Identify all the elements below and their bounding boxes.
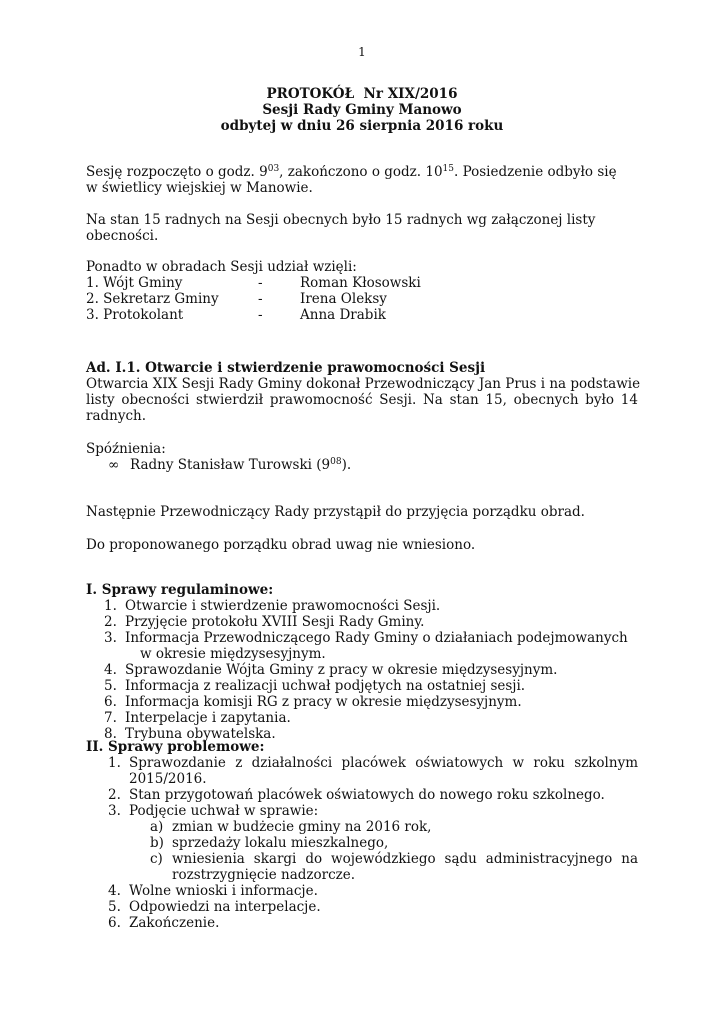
opening-end: , zakończono o godz. 10	[279, 164, 443, 180]
late-end: ).	[341, 457, 352, 473]
sub-list-item-continuation: rozstrzygnięcie nadzorcze.	[172, 867, 356, 883]
page-number: 1	[358, 45, 366, 59]
opening-paragraph	[86, 164, 638, 196]
opening-location-start: . Posiedzenie odbyło się	[454, 164, 617, 180]
participant-row	[86, 291, 638, 307]
participant-name: Roman Kłosowski	[300, 275, 421, 291]
participant-name: Anna Drabik	[300, 307, 386, 323]
agenda-regulatory-heading: I. Sprawy regulaminowe:	[86, 582, 274, 598]
participant-dash: -	[258, 307, 263, 323]
list-item: 7. Interpelacje i zapytania.	[104, 710, 291, 726]
end-time-minutes: 15	[442, 164, 454, 174]
infinity-bullet-icon: ∞	[108, 457, 120, 473]
participants-block	[86, 259, 638, 323]
participant-dash: -	[258, 291, 263, 307]
list-item: 5. Odpowiedzi na interpelacje.	[108, 899, 321, 915]
participant-role: 2. Sekretarz Gminy	[86, 291, 219, 307]
list-item: 4. Wolne wnioski i informacje.	[108, 883, 318, 899]
participant-role: 1. Wójt Gminy	[86, 275, 183, 291]
late-entry	[86, 457, 638, 473]
agenda-regulatory	[86, 582, 638, 742]
late-time-minutes: 08	[330, 457, 342, 467]
section-opening	[86, 360, 641, 424]
start-time-minutes: 03	[267, 164, 280, 174]
participant-role: 3. Protokolant	[86, 307, 184, 323]
participants-intro: Ponadto w obradach Sesji udział wzięli:	[86, 259, 357, 275]
title-line-1: PROTOKÓŁ Nr XIX/2016	[266, 86, 458, 102]
participant-dash: -	[258, 275, 263, 291]
list-item: 2. Przyjęcie protokołu XVIII Sesji Rady Gminy.	[104, 614, 425, 630]
participant-name: Irena Oleksy	[300, 291, 387, 307]
agenda-problem	[86, 739, 638, 931]
document-title	[0, 86, 724, 134]
opening-line-2: w świetlicy wiejskiej w Manowie.	[86, 180, 313, 196]
next-paragraph	[86, 504, 638, 520]
sub-list-item: a) zmian w budżecie gminy na 2016 rok,	[150, 819, 432, 835]
late-arrivals	[86, 441, 638, 473]
participant-row	[86, 307, 638, 323]
list-item: 2. Stan przygotowań placówek oświatowych do nowego roku szkolnego.	[108, 787, 605, 803]
sub-list-item: c) wniesienia skargi do wojewódzkiego sądu administracyjnego na	[150, 851, 638, 867]
list-item: 1. Otwarcie i stwierdzenie prawomocności Sesji.	[104, 598, 441, 614]
opening-start: Sesję rozpoczęto o godz. 9	[86, 164, 268, 180]
participant-row	[86, 275, 638, 291]
title-line-2: Sesji Rady Gminy Manowo	[262, 102, 462, 118]
late-text: Radny Stanisław Turowski (9	[130, 457, 331, 473]
list-item: 3. Informacja Przewodniczącego Rady Gminy o działaniach podejmowanych	[104, 630, 628, 646]
attendance-paragraph	[86, 212, 638, 244]
section-line-1: Otwarcia XIX Sesji Rady Gminy dokonał Przewodniczący Jan Prus i na podstawie	[86, 376, 641, 392]
list-item: 1. Sprawozdanie z działalności placówek oświatowych w roku szkolnym	[108, 755, 638, 771]
agenda-problem-heading: II. Sprawy problemowe:	[86, 739, 265, 755]
section-line-2: listy obecności stwierdził prawomocność Sesji. Na stan 15, obecnych było 14	[86, 392, 638, 408]
list-item-continuation: 2015/2016.	[129, 771, 207, 787]
attendance-line-1: Na stan 15 radnych na Sesji obecnych było 15 radnych wg załączonej listy	[86, 212, 596, 228]
list-item: 3. Podjęcie uchwał w sprawie:	[108, 803, 319, 819]
attendance-line-2: obecności.	[86, 228, 159, 244]
list-item-continuation: w okresie międzysesyjnym.	[140, 646, 326, 662]
no-remarks-text: Do proponowanego porządku obrad uwag nie wniesiono.	[86, 537, 476, 553]
list-item: 6. Informacja komisji RG z pracy w okresie międzysesyjnym.	[104, 694, 522, 710]
list-item: 8. Trybuna obywatelska.	[104, 726, 276, 742]
list-item: 4. Sprawozdanie Wójta Gminy z pracy w okresie międzysesyjnym.	[104, 662, 558, 678]
list-item: 6. Zakończenie.	[108, 915, 220, 931]
title-line-3: odbytej w dniu 26 sierpnia 2016 roku	[220, 118, 504, 134]
section-heading: Ad. I.1. Otwarcie i stwierdzenie prawomocności Sesji	[86, 360, 486, 376]
section-line-3: radnych.	[86, 408, 147, 424]
next-text: Następnie Przewodniczący Rady przystąpił do przyjęcia porządku obrad.	[86, 504, 585, 520]
sub-list-item: b) sprzedaży lokalu mieszkalnego,	[150, 835, 389, 851]
no-remarks-paragraph	[86, 537, 638, 553]
list-item: 5. Informacja z realizacji uchwał podjętych na ostatniej sesji.	[104, 678, 526, 694]
late-label: Spóźnienia:	[86, 441, 166, 457]
